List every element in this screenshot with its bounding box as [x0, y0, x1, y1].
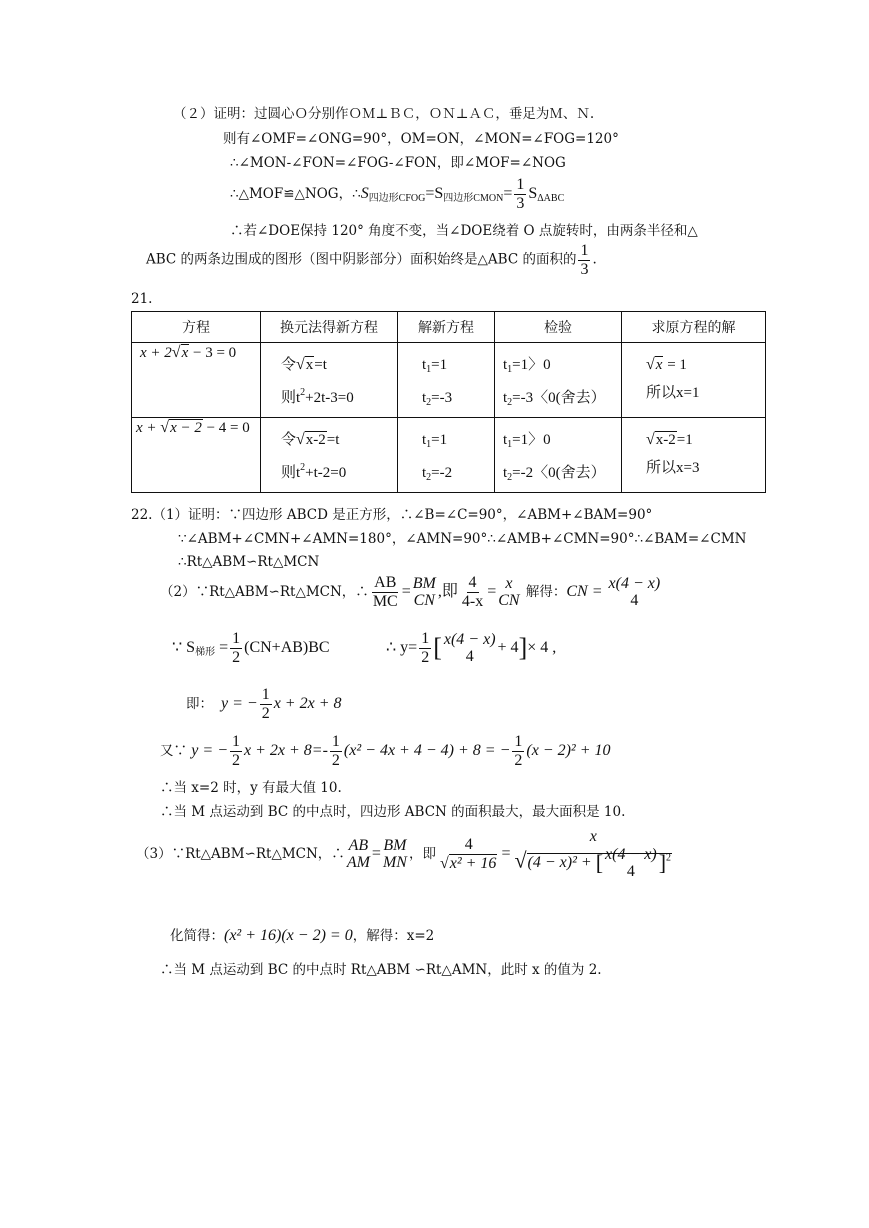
proof-line-5: ∴若∠DOE保持 120° 角度不变，当∠DOE绕着 O 点旋转时，由两条半径和△ — [230, 223, 698, 239]
proof-line-4-text: ∴△MOF≌△NOG，∴ — [230, 185, 361, 202]
cell-solve: $t_1=1$ $t_2=-3$ — [398, 343, 495, 418]
table-header-row — [132, 312, 766, 343]
substitution-table — [131, 311, 766, 493]
q22-line-9: ∴当 M 点运动到 BC 的中点时，四边形 ABCN 的面积最大，最大面积是 10. — [160, 804, 626, 820]
proof-line-6: ABC 的两条边围成的图形（图中阴影部分）面积始终是△ABC 的面积的 $\frac{1}{3}$ . — [146, 242, 597, 278]
cell-original-solution: √x = 1 所以x=1 — [622, 343, 766, 418]
q22-line-10: （3）∵Rt△ABM∽Rt△MCN，∴ AB AM = BM MN ，即 $\frac{4}{\text{√x² + 16}}$ = x √(4 − x)² + [ x(4 − x) 4 ]$^2$ — [136, 828, 672, 881]
area-s: $S_{四边形CFOG}=S_{四边形CMON}=$ $\frac{1}{3}$ $S_{\Delta ABC}$ — [360, 176, 565, 212]
q22-line-8: ∴当 x=2 时，y 有最大值 10. — [160, 780, 342, 796]
cell-new-equation: 令√x-2=t 则$t^2+t-2=0$ — [261, 418, 398, 493]
q22-line-3: ∴Rt△ABM∽Rt△MCN — [178, 554, 320, 570]
proof-line-6-text: ABC 的两条边围成的图形（图中阴影部分）面积始终是△ABC 的面积的 — [146, 251, 577, 268]
cell-original-solution: √x-2=1 所以x=3 — [622, 418, 766, 493]
q22-line-6: 即： y = − $\frac{1}{2}$ x + 2x + 8 — [186, 686, 342, 722]
table-row — [132, 343, 766, 418]
q22-line-4-text: （2）∵Rt△ABM∽Rt△MCN，∴ — [160, 583, 369, 600]
fraction-one-third-2: $\frac{1}{3}$ — [580, 242, 589, 278]
cell-new-equation: 令√x=t 则$t^2+2t-3=0$ — [261, 343, 398, 418]
fraction-one-third: $\frac{1}{3}$ — [516, 176, 525, 212]
q22-line-11: 化简得：(x² + 16)(x − 2) = 0，解得：x=2 — [170, 927, 435, 944]
cell-equation: x + 2√x − 3 = 0 — [132, 343, 261, 418]
q22-line-10-text: （3）∵Rt△ABM∽Rt△MCN，∴ — [136, 846, 345, 863]
proof-line-3: ∴∠MON-∠FON=∠FOG-∠FON，即∠MOF=∠NOG — [230, 155, 566, 171]
q22-line-2: ∵∠ABM+∠CMN+∠AMN=180°，∠AMN=90°∴∠AMB+∠CMN=90°∴∠BAM=∠CMN — [178, 531, 747, 547]
header-original-solution: 求原方程的解 — [622, 312, 766, 343]
cell-check: $t_1=1$〉0 $t_2=-3$〈0(舍去） — [495, 343, 622, 418]
proof-line-1: （２）证明：过圆心Ｏ分别作ＯＭ⊥ＢＣ，ＯＮ⊥ＡＣ，垂足为Ｍ、Ｎ. — [173, 106, 595, 122]
q22-line-12: ∴当 M 点运动到 BC 的中点时 Rt△ABM ∽Rt△AMN，此时 x 的值为 2. — [160, 962, 602, 978]
q22-line-5: ∵ $S_{梯形}$ = $\frac{1}{2}$ (CN+AB)BC — [172, 630, 330, 666]
q22-line-5b: ∴ y= $\frac{1}{2}$ [ x(4 − x) 4 + 4]× 4 , — [386, 630, 557, 666]
cell-equation: x + √x − 2 − 4 = 0 — [132, 418, 261, 493]
proof-line-2: 则有∠OMF=∠ONG=90°，OM=ON，∠MON=∠FOG=120° — [223, 131, 619, 147]
proof-line-4 — [230, 176, 564, 212]
table-row — [132, 418, 766, 493]
q22-line-1: 22.（1）证明：∵四边形 ABCD 是正方形，∴∠B=∠C=90°，∠ABM+∠BAM=90° — [131, 507, 653, 523]
cell-solve: $t_1=1$ $t_2=-2$ — [398, 418, 495, 493]
header-new-equation: 换元法得新方程 — [261, 312, 398, 343]
header-solve: 解新方程 — [398, 312, 495, 343]
q22-line-4-math: $\frac{AB}{MC}$ = BM CN ,即 $\frac{4}{4-x}$ = x CN — [372, 574, 520, 610]
q22-line-7: 又∵ y = − $\frac{1}{2}$ x + 2x + 8=- $\frac{1}{2}$ (x² − 4x + 4 − 4) + 8 = − $\frac{1}{2}$ (x − 2)² + 10 — [160, 733, 611, 769]
cell-check: $t_1=1$〉0 $t_2=-2$〈0(舍去） — [495, 418, 622, 493]
header-check: 检验 — [495, 312, 622, 343]
question-21-number: 21. — [131, 291, 153, 307]
q22-line-4: （2）∵Rt△ABM∽Rt△MCN，∴ $\frac{AB}{MC}$ = BM CN ,即 $\frac{4}{4-x}$ = x CN 解得：CN = x(4 − x) 4 — [160, 574, 661, 610]
header-equation: 方程 — [132, 312, 261, 343]
